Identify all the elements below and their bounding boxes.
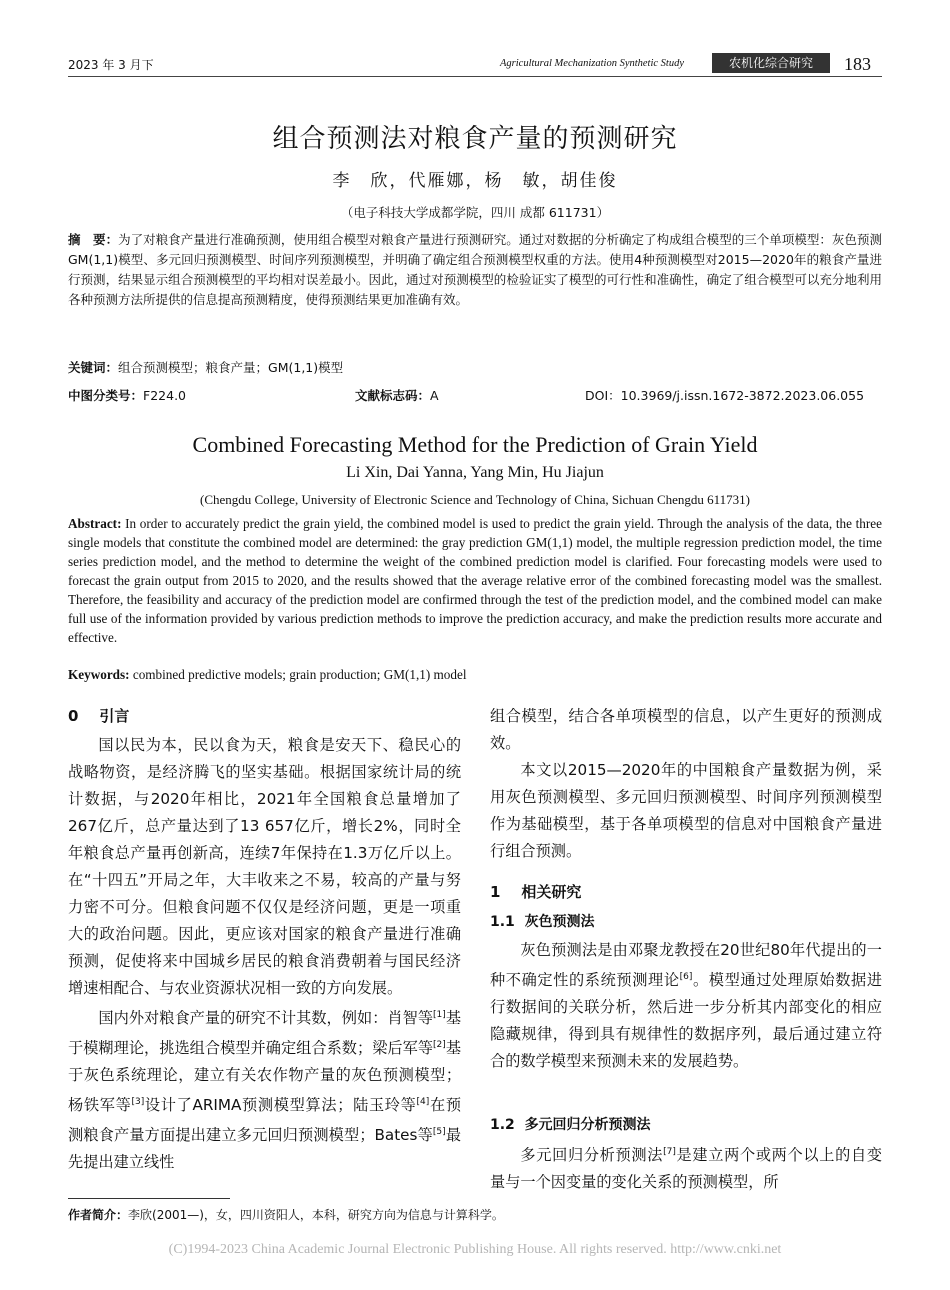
subsection-title: 多元回归分析预测法 xyxy=(524,1117,651,1133)
footnote-rule xyxy=(68,1198,230,1199)
keywords-en xyxy=(68,665,882,684)
abstract-cn-text: 为了对粮食产量进行准确预测，使用组合模型对粮食产量进行预测研究。通过对数据的分析确定了构成组合模型的三个单项模型：灰色预测GM(1,1)模型、多元回归预测模型、时间序列预测模型，并明确了确定组合预测模型权重的方法。使用4种预测模型对2015—2020年的粮食产量进行预测，结果显示组合预测模型的平均相对误差最小。因此，通过对预测模型的检验证实了模型的可行性和准确性，确定了组合模型可以充分地利用各种预测方法所提供的信息提高预测精度，使得预测结果更加准确有效。 xyxy=(68,232,882,307)
text-run: 基于灰色系统理论，建立有关农作物产量的灰色预测模型；杨铁军等 xyxy=(68,1039,462,1115)
citation-ref[interactable]: [6] xyxy=(679,972,693,982)
document-code-value: A xyxy=(430,388,439,403)
citation-ref[interactable]: [4] xyxy=(416,1097,430,1108)
right-column-body-bottom xyxy=(490,1139,882,1196)
text-run: 灰色预测法是由邓聚龙教授在20世纪80年代提出的一种不确定性的系统预测理论 xyxy=(490,941,882,990)
issue-date: 2023 年 3 月下 xyxy=(68,58,154,72)
affiliation-cn: （电子科技大学成都学院，四川 成都 611731） xyxy=(340,205,610,220)
subsection-number: 1.2 xyxy=(490,1117,515,1133)
abstract-cn xyxy=(68,230,882,310)
header-rule xyxy=(68,76,882,77)
document-code xyxy=(355,386,439,404)
abstract-en-label: Abstract: xyxy=(68,516,122,531)
text-run: 最先提出建立线性 xyxy=(68,1126,462,1172)
text-run: 在预测粮食产量方面提出建立多元回归预测模型；Bates等 xyxy=(68,1096,462,1145)
footnote-label: 作者简介： xyxy=(68,1208,129,1222)
text-run: 多元回归分析预测法 xyxy=(520,1146,664,1165)
copyright-notice: (C)1994-2023 China Academic Journal Electronic Publishing House. All rights reserved. http://www.cnki.net xyxy=(168,1242,782,1257)
citation-ref[interactable]: [2] xyxy=(433,1040,446,1051)
journal-name-cn: 农机化综合研究 xyxy=(712,53,830,73)
paper-title-cn: 组合预测法对粮食产量的预测研究 xyxy=(272,124,678,154)
abstract-en-text: In order to accurately predict the grain yield, the combined model is used to predict the grain yield. Through the analysis of the data, the three single models that constitute the combined model are determined: the gray prediction GM(1,1) model, the multiple regression prediction model, the time series prediction model, and the method to determine the weight of the combined prediction model is clarified. Four forecasting models were used to forecast the grain output from 2015 to 2020, and the results showed that the average relative error of the combined forecasting model was the smallest. Therefore, the feasibility and accuracy of the prediction model are confirmed through the test of the prediction model, and the combined model can make full use of the information provided by various prediction methods to improve the prediction accuracy, and make the prediction results more accurate and effective. xyxy=(68,516,882,645)
subsection-heading-multiple-regression xyxy=(490,1114,651,1134)
subsection-heading-grey-prediction xyxy=(490,911,595,931)
keywords-cn-text: 组合预测模型；粮食产量；GM(1,1)模型 xyxy=(118,360,344,375)
regression-paragraph xyxy=(490,1139,882,1196)
right-paragraph-1: 组合模型，结合各单项模型的信息，以产生更好的预测成效。 xyxy=(490,707,882,752)
doi-value[interactable]: 10.3969/j.issn.1672-3872.2023.06.055 xyxy=(620,388,865,403)
doi xyxy=(585,386,864,404)
section-number: 1 xyxy=(490,883,501,901)
subsection-number: 1.1 xyxy=(490,914,515,930)
grey-prediction-paragraph xyxy=(490,937,882,1075)
right-paragraph-2: 本文以2015—2020年的中国粮食产量数据为例，采用灰色预测模型、多元回归预测模型、时间序列预测模型作为基础模型，基于各单项模型的信息对中国粮食产量进行组合预测。 xyxy=(490,761,882,860)
citation-ref[interactable]: [7] xyxy=(663,1147,676,1157)
intro-paragraph-1: 国以民为本，民以食为天，粮食是安天下、稳民心的战略物资，是经济腾飞的坚实基础。根据国家统计局的统计数据，与2020年相比，2021年全国粮食总量增加了267亿斤，总产量达到了13 657亿斤，增长2%，同时全年粮食总产量再创新高，连续7年保持在1.3万亿斤以上。在“十四五”开局之年，大丰收来之不易，较高的产量与努力密不可分。但粮食问题不仅仅是经济问题，更是一项重大的政治问题。因此，更应该对国家的粮食产量进行准确预测，促使将来中国城乡居民的粮食消费朝着与国民经济增速相配合、与农业资源状况相一致的方向发展。 xyxy=(68,736,461,997)
author-bio-footnote xyxy=(68,1206,504,1223)
clc-label: 中图分类号： xyxy=(68,388,144,403)
right-column-body-top xyxy=(490,703,882,865)
intro-paragraph-2 xyxy=(68,1002,461,1176)
abstract-cn-label: 摘 要： xyxy=(68,232,119,247)
journal-name-en: Agricultural Mechanization Synthetic Study xyxy=(500,58,685,69)
authors-en: Li Xin, Dai Yanna, Yang Min, Hu Jiajun xyxy=(346,464,604,481)
section-heading-introduction xyxy=(68,705,129,726)
clc-number xyxy=(68,386,186,404)
keywords-cn-label: 关键词： xyxy=(68,360,119,375)
section-title: 引言 xyxy=(99,707,130,725)
left-column-body xyxy=(68,732,461,1176)
section-number: 0 xyxy=(68,707,79,725)
right-column-body-mid xyxy=(490,937,882,1075)
footnote-text: 李欣(2001—)，女，四川资阳人，本科，研究方向为信息与计算科学。 xyxy=(128,1208,504,1222)
authors-cn: 李 欣，代雁娜，杨 敏，胡佳俊 xyxy=(332,171,618,191)
abstract-en xyxy=(68,514,882,647)
text-run: 设计了ARIMA预测模型算法；陆玉玲等 xyxy=(144,1096,417,1115)
keywords-en-label: Keywords: xyxy=(68,667,130,682)
doi-label: DOI： xyxy=(585,388,621,403)
page-number: 183 xyxy=(844,54,871,74)
subsection-title: 灰色预测法 xyxy=(524,914,595,930)
keywords-en-text: combined predictive models; grain production; GM(1,1) model xyxy=(132,667,467,682)
section-title: 相关研究 xyxy=(521,883,582,901)
citation-ref[interactable]: [5] xyxy=(432,1127,446,1138)
text-run: 。模型通过处理原始数据进行数据间的关联分析，然后进一步分析其内部变化的相应隐藏规律，得到具有规律性的数据序列，最后通过建立符合的数学模型来预测未来的发展趋势。 xyxy=(490,971,883,1071)
text-run: 是建立两个或两个以上的自变量与一个因变量的变化关系的预测模型，所 xyxy=(490,1146,883,1192)
keywords-cn xyxy=(68,358,882,378)
citation-ref[interactable]: [1] xyxy=(433,1010,446,1020)
section-heading-related-research xyxy=(490,881,581,902)
clc-value: F224.0 xyxy=(143,388,186,403)
affiliation-en: (Chengdu College, University of Electronic Science and Technology of China, Sichuan Chengdu 611731) xyxy=(199,492,751,507)
text-run: 国内外对粮食产量的研究不计其数，例如：肖智等 xyxy=(98,1009,434,1028)
text-run: 基于模糊理论，挑选组合模型并确定组合系数；梁后军等 xyxy=(68,1009,462,1058)
paper-title-en: Combined Forecasting Method for the Prediction of Grain Yield xyxy=(192,432,758,457)
citation-ref[interactable]: [3] xyxy=(131,1097,145,1108)
document-code-label: 文献标志码： xyxy=(355,388,431,403)
